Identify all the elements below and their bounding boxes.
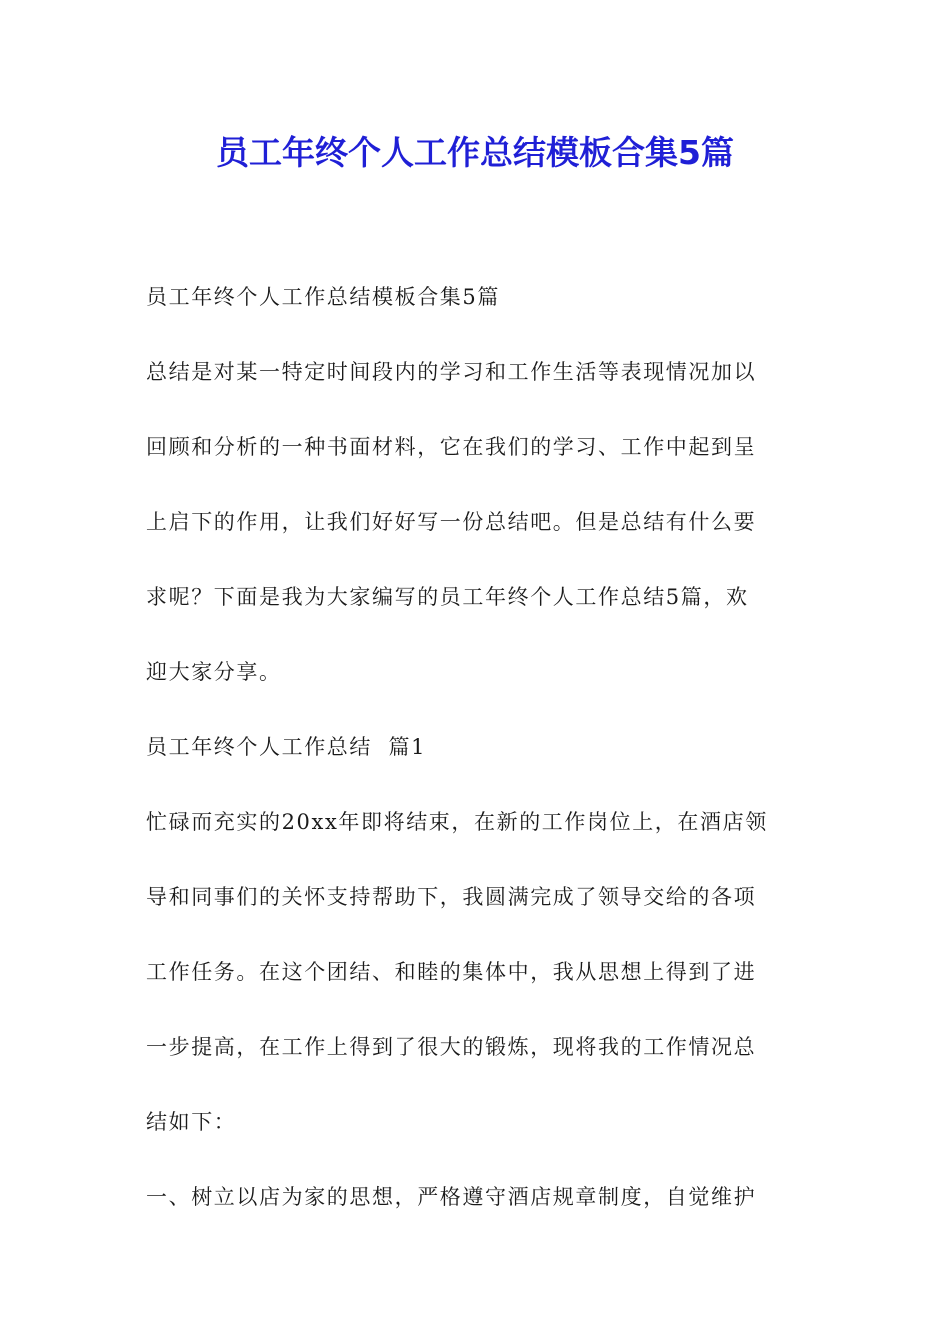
document-body (146, 260, 808, 1235)
text-line: 忙碌而充实的20xx年即将结束，在新的工作岗位上，在酒店领 (146, 810, 768, 834)
intro-paragraph (146, 335, 808, 710)
text-line: 上启下的作用，让我们好好写一份总结吧。但是总结有什么要 (146, 510, 757, 534)
text-line: 导和同事们的关怀支持帮助下，我圆满完成了领导交给的各项 (146, 885, 757, 909)
document-title: 员工年终个人工作总结模板合集5篇 (216, 133, 734, 172)
text-line: 迎大家分享。 (146, 660, 282, 684)
subtitle-paragraph (146, 260, 808, 335)
text-line: 员工年终个人工作总结模板合集5篇 (146, 285, 500, 309)
section-heading (146, 710, 808, 785)
text-line: 一步提高，在工作上得到了很大的锻炼，现将我的工作情况总 (146, 1035, 757, 1059)
text-line: 工作任务。在这个团结、和睦的集体中，我从思想上得到了进 (146, 960, 757, 984)
text-line: 员工年终个人工作总结 篇1 (146, 735, 427, 759)
text-line: 求呢？下面是我为大家编写的员工年终个人工作总结5篇，欢 (146, 585, 749, 609)
text-line: 一、树立以店为家的思想，严格遵守酒店规章制度，自觉维护 (146, 1185, 757, 1209)
text-line: 总结是对某一特定时间段内的学习和工作生活等表现情况加以 (146, 360, 757, 384)
text-line: 结如下： (146, 1110, 237, 1134)
text-line: 回顾和分析的一种书面材料，它在我们的学习、工作中起到呈 (146, 435, 757, 459)
list-item-paragraph (146, 1160, 808, 1235)
section-paragraph (146, 785, 808, 1160)
